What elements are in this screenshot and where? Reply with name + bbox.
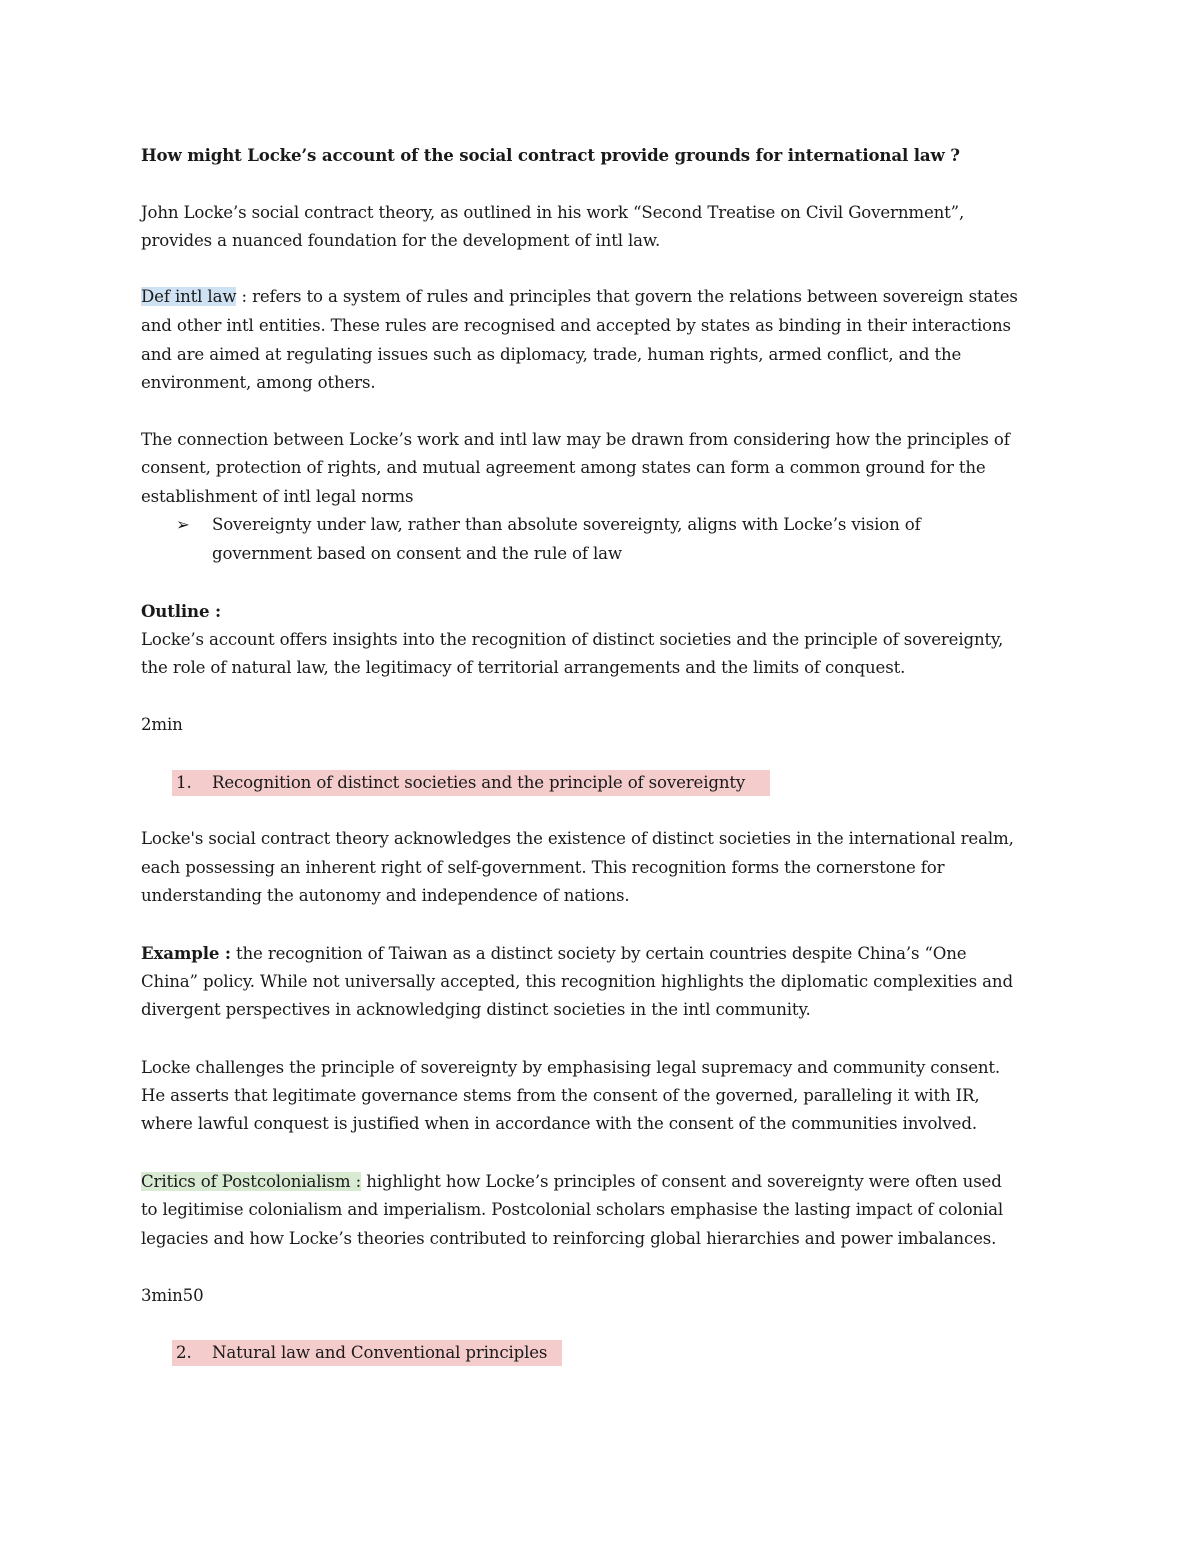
paragraph-line: Locke's social contract theory acknowledges the existence of distinct societies in the international realm, xyxy=(141,829,1014,848)
outline-line: Locke’s account offers insights into the recognition of distinct societies and the principle of sovereignty, xyxy=(141,630,1004,649)
paragraph-line: where lawful conquest is justified when in accordance with the consent of the communities involved. xyxy=(141,1114,977,1133)
definition-line: and other intl entities. These rules are recognised and accepted by states as binding in their interactions xyxy=(141,316,1011,335)
definition-text: : refers to a system of rules and principles that govern the relations between sovereign states xyxy=(236,287,1018,306)
paragraph-line: each possessing an inherent right of self-government. This recognition forms the cornerstone for xyxy=(141,858,945,877)
connection-line: The connection between Locke’s work and intl law may be drawn from considering how the principles of xyxy=(141,430,1010,449)
bullet-line: government based on consent and the rule of law xyxy=(212,544,622,563)
time-note: 3min50 xyxy=(141,1286,204,1305)
bullet-line: Sovereignty under law, rather than absolute sovereignty, aligns with Locke’s vision of xyxy=(212,515,921,534)
example-text: the recognition of Taiwan as a distinct society by certain countries despite China’s “One xyxy=(230,944,967,963)
intro-line: provides a nuanced foundation for the development of intl law. xyxy=(141,231,661,250)
critics-line: to legitimise colonialism and imperialism. Postcolonial scholars emphasise the lasting impact of colonial xyxy=(141,1200,1004,1219)
example-label: Example : xyxy=(141,943,231,963)
example-line: China” policy. While not universally accepted, this recognition highlights the diplomatic complexities and xyxy=(141,972,1013,991)
critics-line: legacies and how Locke’s theories contributed to reinforcing global hierarchies and power imbalances. xyxy=(141,1229,997,1248)
definition-term-highlight: Def intl law xyxy=(141,287,237,306)
section-1-number: 1. xyxy=(176,773,192,792)
paragraph-line: understanding the autonomy and independence of nations. xyxy=(141,886,630,905)
definition-line xyxy=(141,287,1018,307)
connection-line: consent, protection of rights, and mutual agreement among states can form a common ground for the xyxy=(141,458,986,477)
section-2-number: 2. xyxy=(176,1343,192,1362)
critics-line xyxy=(141,1172,1002,1192)
critics-label-highlight: Critics of Postcolonialism : xyxy=(141,1172,362,1191)
time-note: 2min xyxy=(141,715,183,734)
paragraph-line: Locke challenges the principle of sovereignty by emphasising legal supremacy and community consent. xyxy=(141,1058,1001,1077)
section-2-heading: Natural law and Conventional principles xyxy=(212,1343,548,1362)
outline-line: the role of natural law, the legitimacy of territorial arrangements and the limits of conquest. xyxy=(141,658,906,677)
paragraph-line: He asserts that legitimate governance stems from the consent of the governed, paralleling it with IR, xyxy=(141,1086,980,1105)
section-1-heading: Recognition of distinct societies and the principle of sovereignty xyxy=(212,773,746,792)
example-line xyxy=(141,943,966,964)
connection-line: establishment of intl legal norms xyxy=(141,487,414,506)
document-title: How might Locke’s account of the social contract provide grounds for international law ? xyxy=(141,145,960,165)
example-line: divergent perspectives in acknowledging distinct societies in the intl community. xyxy=(141,1000,811,1019)
critics-text: highlight how Locke’s principles of consent and sovereignty were often used xyxy=(361,1172,1002,1191)
definition-line: and are aimed at regulating issues such as diplomacy, trade, human rights, armed conflict, and the xyxy=(141,345,962,364)
outline-heading: Outline : xyxy=(141,601,221,621)
intro-line: John Locke’s social contract theory, as outlined in his work “Second Treatise on Civil Government”, xyxy=(141,203,965,222)
arrow-bullet-icon: ➢ xyxy=(176,515,190,534)
definition-line: environment, among others. xyxy=(141,373,376,392)
